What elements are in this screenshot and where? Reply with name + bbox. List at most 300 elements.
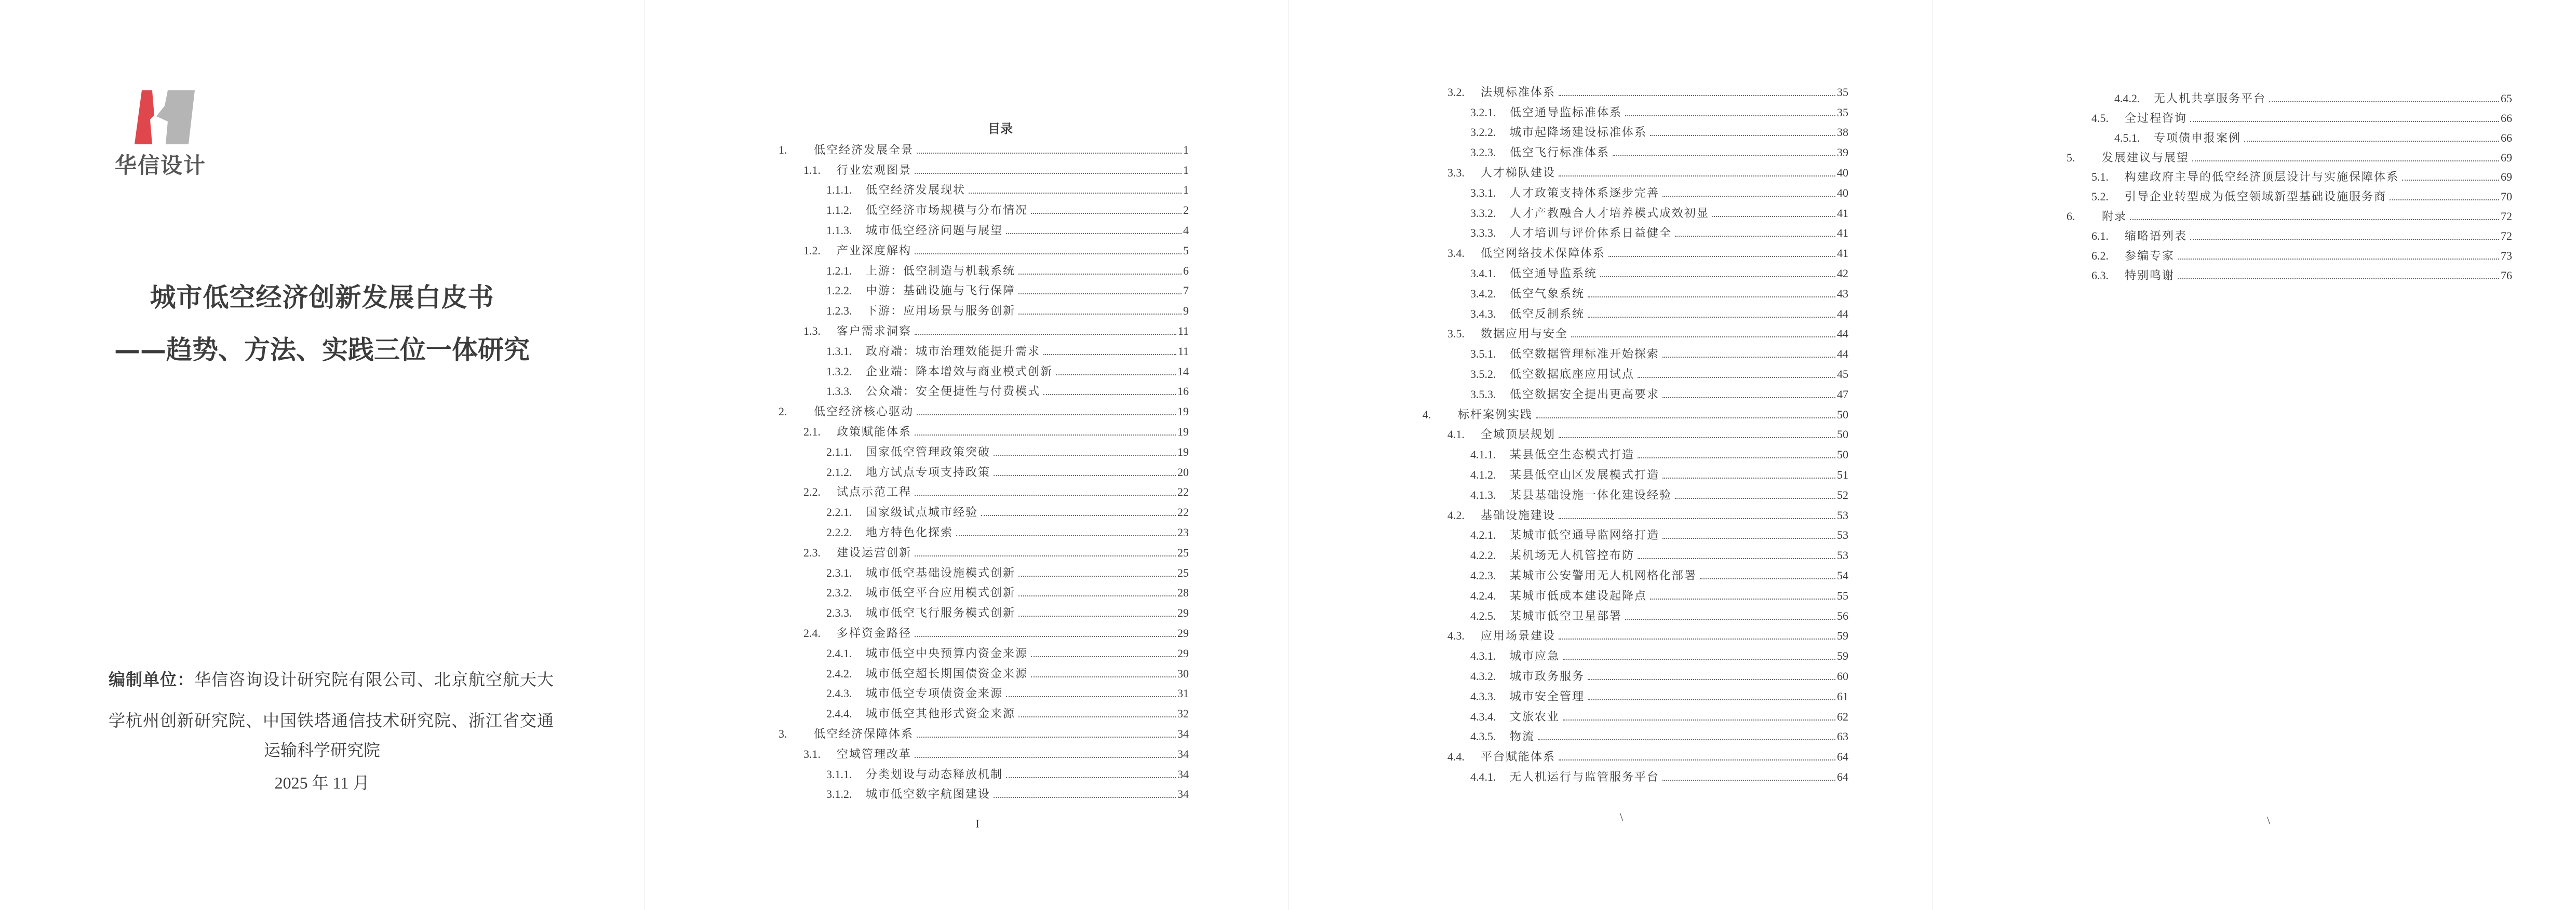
toc-entry-number: 4.3.: [1447, 629, 1465, 643]
dot-leader: [1662, 397, 1835, 398]
page-number: \: [1619, 810, 1624, 823]
toc-entry-page: 50: [1837, 448, 1848, 461]
toc-entry-title: 某县基础设施一体化建设经验: [1510, 488, 1672, 501]
toc-entry-page: 55: [1837, 589, 1848, 602]
toc-entry[interactable]: [779, 301, 1189, 321]
toc-entry-number: 1.2.1.: [826, 264, 852, 277]
toc-entry[interactable]: [1423, 404, 1848, 425]
dot-leader: [1588, 296, 1835, 297]
toc-entry[interactable]: [1423, 727, 1848, 747]
dot-leader: [1559, 175, 1835, 176]
toc-entry-page: 73: [2501, 249, 2512, 263]
toc-entry-number: 4.5.: [2091, 111, 2109, 125]
dot-leader: [915, 555, 1176, 556]
toc-entry-title: 低空数据安全提出更高要求: [1510, 387, 1660, 401]
toc-entry[interactable]: [1423, 304, 1848, 324]
dot-leader: [1031, 656, 1176, 657]
toc-entry[interactable]: [1423, 203, 1848, 223]
toc-entry[interactable]: [1423, 344, 1848, 364]
toc-entry[interactable]: [1423, 565, 1848, 586]
dot-leader: [1559, 759, 1835, 760]
toc-entry-page: 69: [2501, 170, 2512, 184]
dot-leader: [994, 475, 1176, 476]
toc-entry-title: 物流: [1510, 730, 1535, 743]
toc-entry-number: 3.1.1.: [826, 767, 852, 781]
toc-entry-number: 2.1.2.: [826, 465, 852, 479]
dot-leader: [994, 797, 1176, 798]
toc-entry-title: 城市低空中央预算内资金来源: [866, 646, 1028, 660]
dot-leader: [2190, 239, 2499, 240]
toc-entry-title: 法规标准体系: [1481, 85, 1556, 99]
toc-entry-page: 34: [1177, 727, 1189, 740]
toc-entry-number: 4.3.4.: [1470, 710, 1496, 723]
toc-entry[interactable]: [1423, 162, 1848, 183]
toc-entry[interactable]: [1423, 485, 1848, 505]
dot-leader: [1662, 780, 1835, 781]
dot-leader: [1662, 538, 1835, 539]
toc-entry-title: 低空通导监系统: [1510, 266, 1598, 280]
toc-entry[interactable]: [779, 462, 1189, 482]
dot-leader: [2178, 259, 2499, 260]
toc-entry-title: 低空通导监标准体系: [1510, 105, 1622, 119]
toc-entry-page: 1: [1183, 183, 1189, 197]
toc-entry[interactable]: [2067, 128, 2512, 148]
toc-entry[interactable]: [1423, 183, 1848, 203]
dot-leader: [1662, 357, 1835, 358]
toc-entry[interactable]: [1423, 686, 1848, 707]
toc-entry[interactable]: [779, 422, 1189, 442]
dot-leader: [1600, 276, 1835, 277]
toc-entry[interactable]: [779, 724, 1189, 744]
toc-entry-page: 39: [1837, 146, 1848, 159]
toc-entry-number: 1.3.1.: [826, 344, 852, 358]
toc-page-1: [645, 0, 1289, 910]
toc-entry-page: 22: [1177, 506, 1189, 519]
toc-entry-number: 4.2.4.: [1470, 589, 1496, 602]
toc-entry-number: 2.1.: [803, 425, 821, 438]
toc-entry-page: 14: [1177, 364, 1189, 378]
toc-entry[interactable]: [1423, 767, 1848, 787]
toc-entry[interactable]: [779, 623, 1189, 643]
dot-leader: [917, 414, 1176, 415]
dot-leader: [1559, 437, 1835, 438]
toc-entry-title: 人才产教融合人才培养模式成效初显: [1510, 206, 1710, 220]
dot-leader: [2178, 278, 2499, 279]
dot-leader: [1638, 457, 1835, 458]
toc-entry-page: 9: [1183, 304, 1189, 318]
dot-leader: [915, 636, 1176, 637]
toc-entry-page: 29: [1177, 646, 1189, 660]
toc-entry-number: 3.5.1.: [1470, 347, 1496, 361]
toc-entry[interactable]: [779, 744, 1189, 764]
toc-entry[interactable]: [1423, 646, 1848, 666]
toc-entry-title: 企业端：降本增效与商业模式创新: [866, 364, 1053, 378]
dot-leader: [1043, 394, 1176, 395]
toc-entry-title: 城市起降场建设标准体系: [1510, 126, 1647, 139]
organization-text: 运输科学研究院: [263, 741, 380, 759]
toc-entry[interactable]: [779, 603, 1189, 623]
toc-entry[interactable]: [1423, 102, 1848, 123]
toc-entry[interactable]: [2067, 187, 2512, 207]
toc-entry[interactable]: [2067, 226, 2512, 246]
toc-entry[interactable]: [779, 684, 1189, 704]
toc-entry-number: 3.2.2.: [1470, 126, 1496, 139]
dot-leader: [1638, 558, 1835, 559]
toc-entry[interactable]: [779, 583, 1189, 603]
toc-entry[interactable]: [2067, 148, 2512, 168]
toc-entry-number: 3.2.3.: [1470, 146, 1496, 159]
dot-leader: [2190, 121, 2499, 122]
toc-entry-page: 19: [1177, 445, 1189, 458]
toc-entry[interactable]: [1423, 263, 1848, 283]
toc-entry-title: 某机场无人机管控布防: [1510, 549, 1635, 562]
toc-list: [2067, 89, 2512, 286]
dot-leader: [1006, 777, 1176, 778]
toc-entry[interactable]: [1423, 324, 1848, 344]
toc-entry-page: 59: [1837, 649, 1848, 663]
toc-entry-page: 54: [1837, 568, 1848, 582]
toc-entry-page: 41: [1837, 226, 1848, 240]
toc-entry-page: 53: [1837, 508, 1848, 522]
dot-leader: [917, 737, 1176, 738]
toc-entry[interactable]: [2067, 266, 2512, 286]
toc-entry-title: 低空经济保障体系: [814, 727, 914, 740]
toc-entry[interactable]: [779, 321, 1189, 341]
toc-entry[interactable]: [779, 341, 1189, 361]
toc-entry-number: 3.5.: [1447, 327, 1465, 341]
toc-entry-page: 66: [2501, 111, 2512, 125]
dot-leader: [1638, 377, 1835, 378]
toc-entry-title: 专项债申报案例: [2154, 131, 2242, 144]
toc-entry-page: 19: [1177, 405, 1189, 418]
toc-entry-title: 人才培训与评价体系日益健全: [1510, 226, 1672, 240]
toc-entry-page: 1: [1183, 163, 1189, 176]
toc-entry-title: 城市低空飞行服务模式创新: [866, 606, 1016, 620]
toc-entry[interactable]: [779, 220, 1189, 240]
toc-entry-title: 应用场景建设: [1481, 629, 1556, 643]
dot-leader: [915, 253, 1182, 254]
toc-entry-title: 构建政府主导的低空经济顶层设计与实施保障体系: [2125, 170, 2399, 184]
toc-entry-title: 城市低空超长期国债资金来源: [866, 667, 1028, 680]
toc-entry-title: 文旅农业: [1510, 710, 1560, 723]
toc-entry-page: 53: [1837, 549, 1848, 562]
dot-leader: [1559, 518, 1835, 519]
dot-leader: [1056, 374, 1176, 375]
toc-entry-title: 地方特色化探索: [866, 525, 954, 539]
toc-entry[interactable]: [2067, 89, 2512, 108]
toc-entry[interactable]: [1423, 746, 1848, 767]
toc-entry-number: 2.4.: [803, 626, 821, 640]
toc-entry-number: 4.3.2.: [1470, 669, 1496, 683]
toc-entry[interactable]: [779, 563, 1189, 583]
toc-entry[interactable]: [1423, 243, 1848, 263]
toc-entry[interactable]: [1423, 707, 1848, 727]
toc-entry-number: 6.1.: [2091, 229, 2109, 243]
dot-leader: [1588, 317, 1835, 318]
toc-entry[interactable]: [1423, 364, 1848, 384]
toc-entry-number: 3.4.3.: [1470, 307, 1496, 320]
toc-entry[interactable]: [779, 442, 1189, 462]
toc-entry-page: 25: [1177, 546, 1189, 559]
toc-entry-number: 3.2.1.: [1470, 105, 1496, 119]
toc-entry-page: 60: [1837, 669, 1848, 683]
toc-entry-page: 22: [1177, 485, 1189, 499]
toc-entry-page: 31: [1177, 687, 1189, 700]
toc-entry-page: 5: [1183, 243, 1189, 257]
toc-entry-title: 全域顶层规划: [1481, 428, 1556, 441]
toc-entry[interactable]: [1423, 444, 1848, 465]
compiler-label: 编制单位：: [109, 670, 195, 689]
toc-entry[interactable]: [2067, 207, 2512, 226]
toc-entry[interactable]: [779, 180, 1189, 200]
toc-entry-page: 7: [1183, 284, 1189, 297]
toc-entry-number: 3.: [779, 727, 787, 740]
dot-leader: [915, 334, 1176, 335]
toc-entry-page: 2: [1183, 203, 1189, 217]
toc-entry-page: 32: [1177, 707, 1189, 721]
toc-entry[interactable]: [1423, 425, 1848, 445]
toc-entry[interactable]: [779, 784, 1189, 805]
toc-entry-page: 40: [1837, 186, 1848, 199]
dot-leader: [2269, 101, 2499, 102]
dot-leader: [1613, 155, 1835, 156]
toc-entry[interactable]: [2067, 108, 2512, 128]
dot-leader: [1031, 213, 1182, 214]
dot-leader: [1563, 719, 1835, 721]
toc-entry-number: 4.3.3.: [1470, 689, 1496, 703]
toc-entry-page: 35: [1837, 85, 1848, 99]
toc-entry-number: 4.2.3.: [1470, 568, 1496, 582]
toc-entry-title: 低空数据管理标准开始探索: [1510, 347, 1660, 361]
toc-entry-page: 72: [2501, 229, 2512, 243]
dot-leader: [1018, 274, 1182, 275]
toc-entry-number: 2.3.2.: [826, 586, 852, 600]
dot-leader: [1536, 417, 1835, 418]
toc-entry-page: 65: [2501, 91, 2512, 105]
toc-entry[interactable]: [1423, 545, 1848, 565]
dot-leader: [1625, 619, 1835, 620]
toc-entry[interactable]: [779, 703, 1189, 724]
dot-leader: [1006, 233, 1182, 234]
cover-page: [0, 0, 644, 910]
toc-entry[interactable]: [779, 281, 1189, 301]
toc-entry[interactable]: [1423, 82, 1848, 102]
toc-entry-page: 23: [1177, 525, 1189, 539]
toc-entry[interactable]: [779, 382, 1189, 402]
dot-leader: [1650, 135, 1835, 136]
dot-leader: [1662, 478, 1835, 479]
toc-entry-page: 52: [1837, 488, 1848, 501]
toc-list: [779, 140, 1189, 804]
toc-entry[interactable]: [779, 401, 1189, 422]
toc-entry-title: 某县低空生态模式打造: [1510, 448, 1635, 461]
toc-entry[interactable]: [1423, 465, 1848, 485]
toc-entry[interactable]: [1423, 626, 1848, 646]
page-number: \: [2266, 814, 2271, 827]
dot-leader: [1043, 354, 1176, 355]
toc-entry[interactable]: [1423, 606, 1848, 626]
toc-entry-title: 基础设施建设: [1481, 508, 1556, 522]
toc-entry-page: 34: [1177, 767, 1189, 781]
toc-entry-number: 4.4.2.: [2114, 91, 2140, 105]
toc-entry-number: 2.4.2.: [826, 667, 852, 680]
toc-entry-title: 城市低空经济问题与展望: [866, 223, 1003, 237]
toc-entry-number: 3.5.2.: [1470, 367, 1496, 381]
toc-entry-title: 某城市公安警用无人机网格化部署: [1510, 568, 1697, 582]
toc-entry[interactable]: [779, 482, 1189, 502]
toc-entry-number: 4.4.1.: [1470, 770, 1496, 783]
toc-entry[interactable]: [1423, 384, 1848, 404]
toc-entry-title: 低空经济发展现状: [866, 183, 966, 197]
toc-entry-number: 3.3.1.: [1470, 186, 1496, 199]
toc-entry[interactable]: [779, 140, 1189, 160]
dot-leader: [915, 173, 1182, 174]
dot-leader: [1018, 595, 1176, 596]
toc-entry-title: 数据应用与安全: [1481, 327, 1568, 341]
toc-entry-number: 3.2.: [1447, 85, 1465, 99]
dot-leader: [1018, 293, 1182, 294]
toc-entry-number: 4.3.5.: [1470, 730, 1496, 743]
toc-entry-number: 1.2.: [803, 243, 821, 257]
toc-entry-page: 41: [1837, 206, 1848, 220]
toc-heading: 目录: [988, 121, 1013, 136]
toc-entry-number: 1.3.2.: [826, 364, 852, 378]
dot-leader: [2192, 160, 2499, 161]
toc-entry-title: 产业深度解构: [837, 243, 912, 257]
toc-entry[interactable]: [1423, 283, 1848, 304]
toc-entry[interactable]: [779, 200, 1189, 220]
organization-text: 学杭州创新研究院、中国铁塔通信技术研究院、浙江省交通: [109, 711, 555, 730]
toc-entry-title: 行业宏观图景: [837, 163, 912, 176]
toc-entry-title: 城市政务服务: [1510, 669, 1585, 683]
dot-leader: [956, 535, 1176, 536]
toc-entry-number: 2.1.1.: [826, 445, 852, 458]
toc-entry-title: 低空飞行标准体系: [1510, 146, 1610, 159]
toc-entry-page: 70: [2501, 190, 2512, 203]
dot-leader: [1559, 639, 1835, 640]
toc-entry-number: 1.: [779, 143, 787, 156]
toc-entry-number: 3.1.: [803, 747, 821, 760]
page-number: I: [975, 817, 980, 830]
dot-leader: [1018, 576, 1176, 577]
toc-entry-page: 47: [1837, 387, 1848, 401]
toc-entry-page: 4: [1183, 223, 1189, 237]
toc-entry-number: 6.3.: [2091, 268, 2109, 282]
dot-leader: [917, 153, 1182, 154]
toc-entry[interactable]: [1423, 666, 1848, 686]
toc-entry[interactable]: [779, 522, 1189, 542]
toc-entry[interactable]: [779, 261, 1189, 281]
dot-leader: [2130, 219, 2499, 220]
toc-entry-title: 建设运营创新: [837, 546, 912, 559]
toc-entry-page: 43: [1837, 287, 1848, 300]
toc-entry-number: 3.3.2.: [1470, 206, 1496, 220]
publish-date: 2025 年 11 月: [274, 773, 370, 792]
toc-entry-title: 城市低空专项债资金来源: [866, 687, 1003, 700]
toc-entry-number: 3.3.: [1447, 166, 1465, 179]
toc-page-3: [1933, 0, 2576, 910]
toc-entry[interactable]: [779, 542, 1189, 563]
toc-entry-number: 1.1.2.: [826, 203, 852, 217]
toc-entry-title: 某城市低成本建设起降点: [1510, 589, 1647, 602]
toc-entry-page: 51: [1837, 468, 1848, 481]
dot-leader: [1018, 314, 1182, 315]
toc-entry-number: 2.3.: [803, 546, 821, 559]
toc-entry-number: 4.1.1.: [1470, 448, 1496, 461]
toc-entry-number: 1.2.2.: [826, 284, 852, 297]
toc-entry-number: 2.2.2.: [826, 525, 852, 539]
toc-entry-number: 6.: [2067, 210, 2075, 223]
dot-leader: [2390, 199, 2499, 200]
toc-entry[interactable]: [2067, 168, 2512, 187]
cover-title: 城市低空经济创新发展白皮书: [150, 282, 494, 313]
dot-leader: [1662, 196, 1835, 197]
dot-leader: [2244, 141, 2499, 142]
toc-entry[interactable]: [1423, 223, 1848, 243]
toc-entry[interactable]: [1423, 123, 1848, 143]
toc-entry-page: 38: [1837, 126, 1848, 139]
toc-entry[interactable]: [2067, 246, 2512, 266]
toc-entry-number: 3.4.: [1447, 247, 1465, 260]
toc-entry-page: 66: [2501, 131, 2512, 144]
toc-entry-title: 低空气象系统: [1510, 287, 1585, 300]
toc-entry-page: 11: [1177, 324, 1189, 337]
dot-leader: [994, 455, 1176, 456]
toc-entry[interactable]: [779, 643, 1189, 663]
toc-entry-title: 城市安全管理: [1510, 689, 1585, 703]
toc-entry[interactable]: [1423, 586, 1848, 606]
toc-entry[interactable]: [779, 240, 1189, 261]
toc-entry[interactable]: [1423, 525, 1848, 546]
dot-leader: [2402, 180, 2499, 181]
toc-entry-title: 公众端：安全便捷性与付费模式: [866, 385, 1041, 398]
toc-entry-title: 某城市低空通导监网络打造: [1510, 528, 1660, 542]
toc-entry-page: 34: [1177, 787, 1189, 801]
logo-text: 华信设计: [115, 153, 207, 178]
toc-entry-title: 政策赋能体系: [837, 425, 912, 438]
toc-entry[interactable]: [1423, 142, 1848, 162]
toc-entry-title: 低空反制系统: [1510, 307, 1585, 320]
toc-entry-number: 4.1.2.: [1470, 468, 1496, 481]
toc-entry-title: 中游：基础设施与飞行保障: [866, 284, 1016, 297]
toc-entry-title: 缩略语列表: [2125, 229, 2188, 243]
toc-entry-title: 无人机共享服务平台: [2154, 91, 2266, 105]
toc-entry-page: 61: [1837, 689, 1848, 703]
toc-entry-number: 2.2.1.: [826, 506, 852, 519]
toc-entry-title: 城市低空基础设施模式创新: [866, 566, 1016, 579]
toc-entry-number: 1.3.: [803, 324, 821, 337]
toc-entry[interactable]: [779, 502, 1189, 522]
toc-entry-page: 29: [1177, 626, 1189, 640]
toc-entry-number: 5.: [2067, 151, 2075, 164]
toc-entry-title: 下游：应用场景与服务创新: [866, 304, 1016, 318]
toc-entry[interactable]: [1423, 505, 1848, 525]
dot-leader: [969, 193, 1182, 194]
dot-leader: [1018, 716, 1176, 717]
dot-leader: [1538, 739, 1835, 740]
toc-entry[interactable]: [779, 160, 1189, 180]
dot-leader: [981, 515, 1176, 516]
toc-entry-number: 2.3.1.: [826, 566, 852, 579]
organization-text: 华信咨询设计研究院有限公司、北京航空航天大: [194, 670, 555, 689]
toc-entry-number: 4.2.2.: [1470, 549, 1496, 562]
dot-leader: [1571, 336, 1835, 337]
toc-entry-number: 1.3.3.: [826, 385, 852, 398]
toc-entry[interactable]: [779, 663, 1189, 684]
toc-entry-number: 5.2.: [2091, 190, 2109, 203]
toc-entry[interactable]: [779, 764, 1189, 784]
toc-entry[interactable]: [779, 361, 1189, 382]
